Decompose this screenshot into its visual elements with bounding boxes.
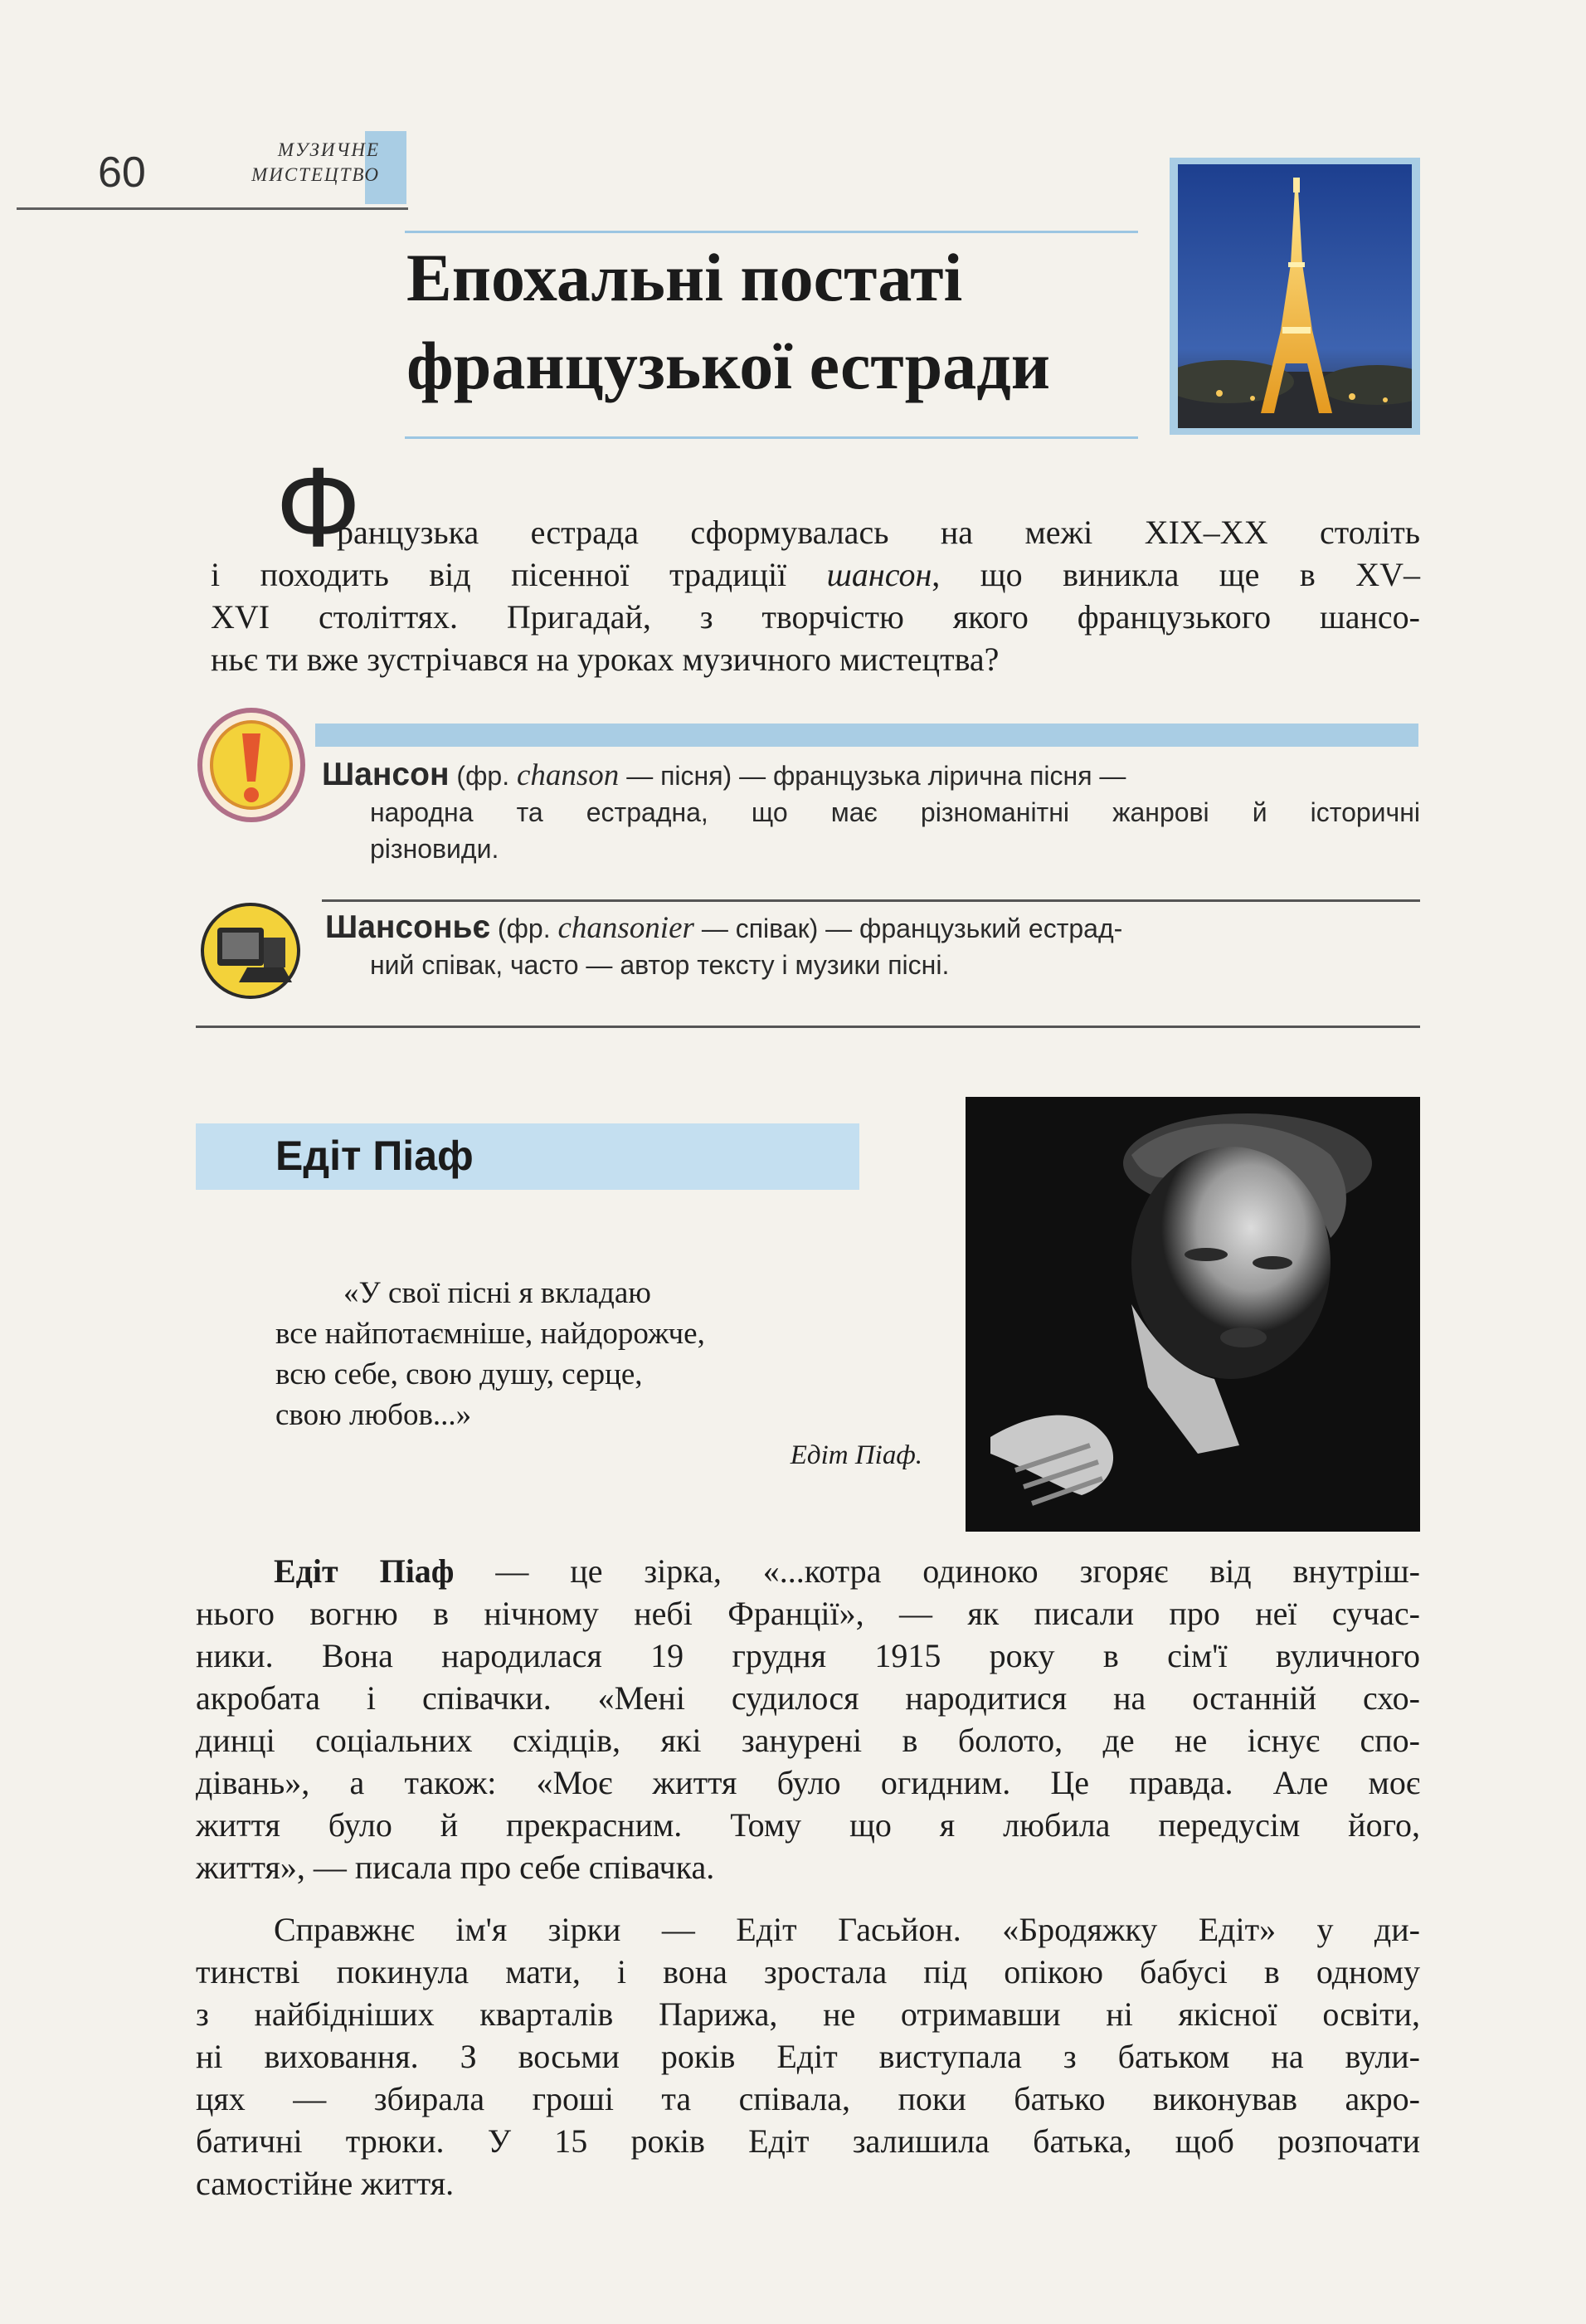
body-line: [196, 1592, 1420, 1635]
definition-line: різновиди.: [370, 834, 499, 864]
page-title-line1: Епохальні постаті: [406, 240, 963, 315]
intro-term: шансон: [826, 556, 932, 593]
header-divider: [17, 207, 408, 210]
body-text: », — як писали про неї сучас-: [839, 1595, 1420, 1632]
body-name: Едіт Піаф: [274, 1552, 455, 1590]
eiffel-tower-photo: [1178, 164, 1412, 428]
intro-line3: XVI століттях. Пригадай, з творчістю якого французького шансо-: [211, 598, 1420, 636]
body-line: динці соціальних східців, які занурені в болото, де не існує спо-: [196, 1722, 1420, 1759]
body-line: [274, 1550, 1420, 1592]
body-line: життя було й прекрасним. Тому що я любила передусім його,: [196, 1806, 1420, 1844]
computer-icon: [199, 901, 302, 1001]
body-line: Справжнє ім'я зірки — Едіт Гасьйон. «Бродяжку Едіт» у ди-: [274, 1911, 1420, 1948]
definition-text: — співак) — французький естрад-: [693, 914, 1123, 943]
body-text: Франції: [727, 1595, 839, 1632]
quote-line: свою любов...»: [275, 1398, 472, 1432]
body-line: самостійне життя.: [196, 2165, 455, 2202]
definition-line: ний співак, часто — автор тексту і музики пісні.: [370, 950, 950, 980]
body-line: тинстві покинула мати, і вона зростала під опікою бабусі в одному: [196, 1953, 1420, 1990]
page-title-line2: французької естради: [406, 328, 1050, 403]
section-title: [173, 138, 380, 188]
title-rule-bottom: [405, 436, 1138, 439]
definition-line: [325, 909, 1420, 947]
page-number: 60: [98, 149, 146, 197]
quote-line: «У свої пісні я вкладаю: [343, 1276, 651, 1310]
definition-divider: [322, 899, 1420, 902]
intro-line4: ньє ти вже зустрічався на уроках музичного мистецтва?: [211, 641, 1000, 678]
exclamation-icon: [196, 707, 307, 823]
quote: [275, 1273, 891, 1435]
body-line: дівань», а також: «Моє життя було огидним. Це правда. Але моє: [196, 1764, 1420, 1801]
definition-line: народна та естрадна, що має різноманітні жанрові й історичні: [370, 797, 1420, 827]
definition-term: Шансон: [322, 757, 450, 792]
body-line: життя», — писала про себе співачка.: [196, 1849, 715, 1886]
definition-line: [322, 757, 1420, 794]
body-line: з найбідніших кварталів Парижа, не отримавши ні якісної освіти,: [196, 1995, 1420, 2033]
definition-text: (фр.: [449, 761, 517, 791]
definition-foreign-word: chanson: [516, 758, 620, 792]
definition-shanson: [322, 757, 1420, 867]
body-text: нього вогню в нічному небі: [196, 1595, 728, 1632]
intro-line2: [211, 553, 1420, 596]
definition-text: — пісня) — французька лірична пісня —: [619, 761, 1126, 791]
quote-author: Едіт Піаф.: [790, 1440, 922, 1470]
portrait-photo: [966, 1097, 1420, 1532]
body-line: акробата і співачки. «Мені судилося народитися на останній схо-: [196, 1679, 1420, 1717]
definition-shansonie: [325, 909, 1420, 983]
definition-text: (фр.: [490, 914, 558, 943]
section-title-line1: МУЗИЧНЕ: [277, 139, 380, 160]
definition-foreign-word: chansonier: [557, 911, 694, 945]
section-title-line2: МИСТЕЦТВО: [251, 164, 380, 185]
body-line: ні виховання. З восьми років Едіт виступала з батьком на вули-: [196, 2038, 1420, 2075]
definition-term: Шансоньє: [325, 909, 491, 945]
intro-line1: ранцузька естрада сформувалась на межі XIX–XX століть: [337, 514, 1420, 551]
title-rule-top: [405, 231, 1138, 233]
quote-line: все найпотаємніше, найдорожче,: [275, 1317, 705, 1351]
definition-divider: [196, 1026, 1420, 1028]
definition-band: [315, 724, 1418, 747]
page-title: [406, 234, 1136, 410]
drop-cap: Ф: [275, 444, 362, 570]
intro-text: і походить від пісенної традиції: [211, 556, 827, 593]
body-line: цях — збирала гроші та співала, поки батько виконував акро-: [196, 2080, 1420, 2117]
quote-line: всю себе, свою душу, серце,: [275, 1357, 643, 1391]
body-text: — це зірка, «...котра одиноко згоряє від внутріш-: [454, 1552, 1420, 1590]
body-line: батичні трюки. У 15 років Едіт залишила батька, щоб розпочати: [196, 2122, 1420, 2160]
body-line: ники. Вона народилася 19 грудня 1915 року в сім'ї вуличного: [196, 1637, 1420, 1674]
intro-text: , що виникла ще в XV–: [932, 556, 1420, 593]
section-heading: Едіт Піаф: [275, 1133, 474, 1179]
